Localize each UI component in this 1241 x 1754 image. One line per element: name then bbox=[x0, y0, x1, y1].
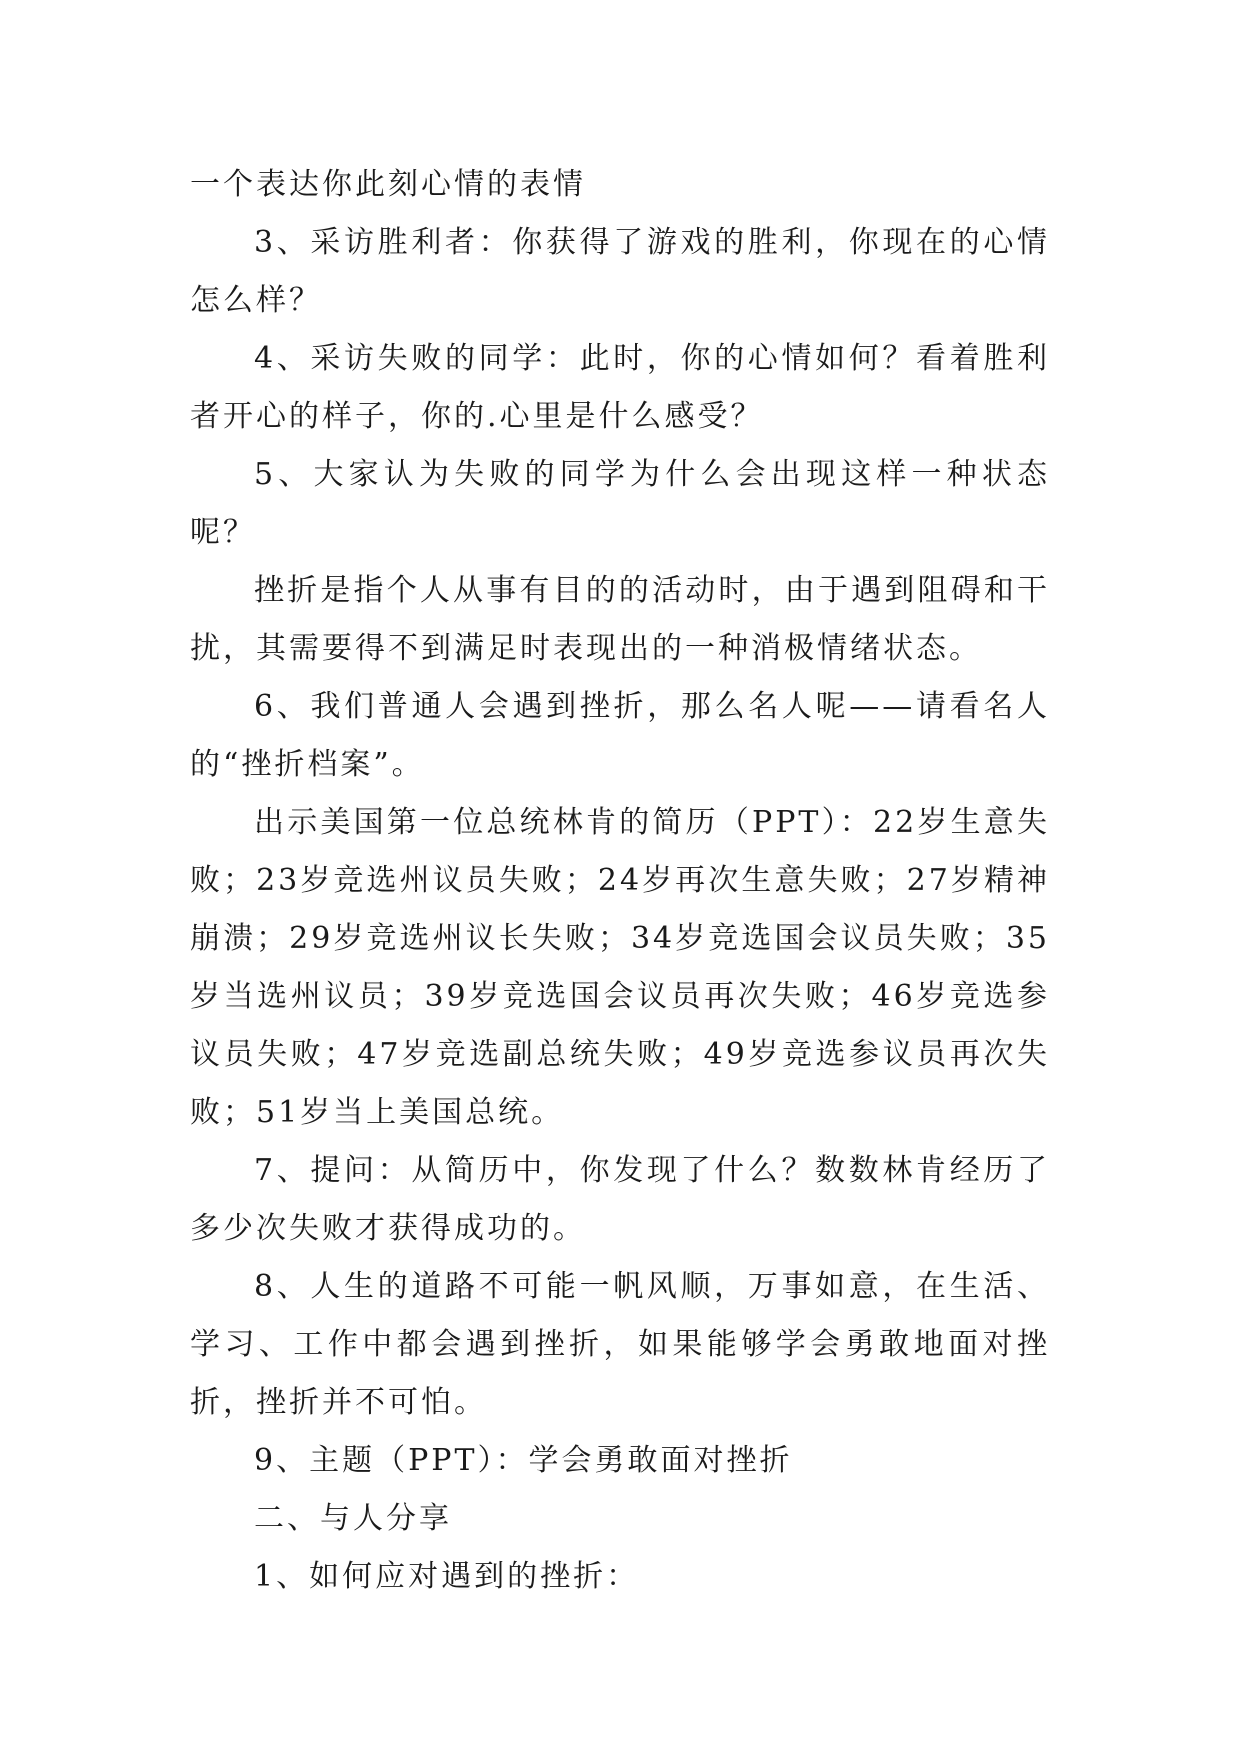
paragraph: 7、提问：从简历中，你发现了什么？数数林肯经历了多少次失败才获得成功的。 bbox=[190, 1153, 1050, 1246]
section-heading: 二、与人分享 bbox=[254, 1501, 452, 1536]
paragraph: 4、采访失败的同学：此时，你的心情如何？看着胜利者开心的样子，你的.心里是什么感受？ bbox=[190, 341, 1050, 434]
paragraph: 5、大家认为失败的同学为什么会出现这样一种状态呢？ bbox=[190, 457, 1050, 550]
document-body bbox=[190, 156, 1050, 1606]
paragraph: 6、我们普通人会遇到挫折，那么名人呢——请看名人的“挫折档案”。 bbox=[190, 689, 1050, 782]
paragraph: 一个表达你此刻心情的表情 bbox=[190, 167, 586, 202]
paragraph: 3、采访胜利者：你获得了游戏的胜利，你现在的心情怎么样？ bbox=[190, 225, 1050, 318]
paragraph: 8、人生的道路不可能一帆风顺，万事如意，在生活、学习、工作中都会遇到挫折，如果能够学会勇敢地面对挫折，挫折并不可怕。 bbox=[190, 1269, 1050, 1420]
paragraph: 出示美国第一位总统林肯的简历（PPT）：22岁生意失败；23岁竞选州议员失败；24岁再次生意失败；27岁精神崩溃；29岁竞选州议长失败；34岁竞选国会议员失败；35岁当选州议员；39岁竞选国会议员再次失败；46岁竞选参议员失败；47岁竞选副总统失败；49岁竞选参议员再次失败；51岁当上美国总统。 bbox=[190, 805, 1050, 1130]
paragraph: 9、主题（PPT）：学会勇敢面对挫折 bbox=[254, 1443, 793, 1478]
paragraph: 挫折是指个人从事有目的的活动时，由于遇到阻碍和干扰，其需要得不到满足时表现出的一种消极情绪状态。 bbox=[190, 573, 1050, 666]
paragraph: 1、如何应对遇到的挫折： bbox=[254, 1559, 640, 1594]
